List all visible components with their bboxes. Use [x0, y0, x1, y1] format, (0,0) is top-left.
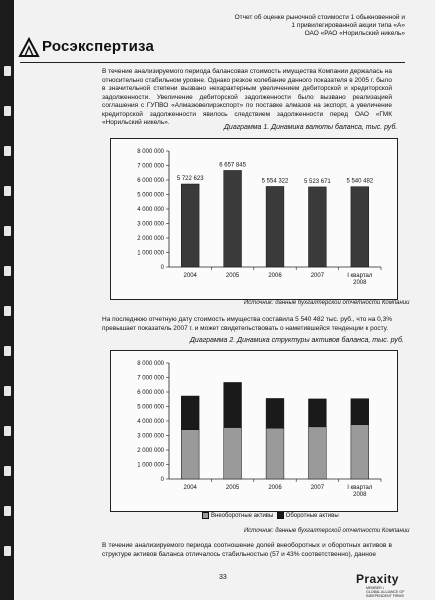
bar-segment-noncurrent — [266, 428, 284, 479]
y-tick-label: 8 000 000 — [137, 361, 164, 367]
y-tick-label: 6 000 000 — [137, 178, 164, 184]
x-tick-label: I квартал — [347, 273, 373, 279]
report-title-line: Отчет об оценке рыночной стоимости 1 обыкновенной и — [234, 14, 405, 21]
paragraph-balance: В течение анализируемого периода балансовая стоимость имущества Компании держалась на относительно стабильном уровне. Однако резкое колебание данного показателя в 2005 г. было в значительной степени вызвано нехарактерным увеличением дебиторской и кредиторской задолженности. Увеличение дебиторской задолженности было вызвано реализацией соглашения с ГУПВО «Алмазювелирэкспорт» по поставке алмазов на экспорт, а увеличение кредиторской задолженности явилось следствием задолженности перед ОАО «ГМК «Норильский никель». — [102, 68, 392, 126]
balance-bar-chart — [111, 139, 397, 299]
x-tick-label: 2007 — [310, 485, 325, 491]
praxity-tagline-line: GLOBAL ALLIANCE OF — [366, 590, 405, 594]
chart1-frame — [110, 138, 398, 300]
binder-strip — [0, 0, 14, 600]
legend-label-noncurrent: Внеоборотные активы — [211, 513, 274, 520]
bar-segment-current — [181, 396, 199, 430]
bar-segment-current — [308, 399, 326, 427]
bar — [266, 186, 284, 267]
y-tick-label: 3 000 000 — [137, 433, 164, 440]
bar-segment-noncurrent — [181, 430, 199, 479]
praxity-tagline — [366, 586, 404, 598]
binder-hole — [4, 386, 11, 396]
legend-swatch-current — [277, 512, 284, 519]
binder-hole — [4, 146, 11, 156]
bar — [224, 170, 242, 267]
bar — [308, 187, 326, 267]
binder-hole — [4, 306, 11, 316]
x-tick-label: 2008 — [353, 280, 367, 286]
report-title-line: 1 привилегированной акции типа «А» — [291, 22, 405, 29]
y-tick-label: 5 000 000 — [137, 404, 164, 411]
chart2-caption: Диаграмма 2. Динамика структуры активов баланса, тыс. руб. — [190, 337, 404, 344]
y-tick-label: 1 000 000 — [137, 250, 164, 257]
y-tick-label: 2 000 000 — [137, 236, 164, 242]
binder-hole — [4, 186, 11, 196]
chart2-source: Источник: данные бухгалтерской отчетности Компании — [244, 528, 410, 534]
binder-hole — [4, 546, 11, 556]
y-tick-label: 2 000 000 — [137, 448, 164, 454]
structure-stacked-chart — [111, 351, 397, 511]
page-number: 33 — [219, 574, 227, 581]
x-tick-label: 2006 — [268, 273, 282, 279]
x-tick-label: 2008 — [353, 492, 367, 498]
y-tick-label: 3 000 000 — [137, 221, 164, 228]
logo-text: Росэкспертиза — [42, 38, 155, 55]
y-tick-label: 5 000 000 — [137, 192, 164, 199]
y-tick-label: 0 — [160, 477, 164, 483]
praxity-brand: Praxity — [356, 572, 399, 586]
x-tick-label: 2006 — [268, 485, 282, 491]
bar-segment-current — [351, 399, 369, 425]
chart1-source: Источник: данные бухгалтерской отчетности Компании — [244, 300, 410, 306]
x-tick-label: 2004 — [183, 273, 197, 279]
paragraph-structure: В течение анализируемого периода соотношение долей внеоборотных и оборотных активов в структуре активов баланса отличалось стабильностью (57 и 43% соответственно), данное — [102, 542, 392, 558]
y-tick-label: 0 — [160, 265, 164, 271]
y-tick-label: 4 000 000 — [137, 207, 164, 213]
legend-swatch-noncurrent — [202, 512, 209, 519]
binder-hole — [4, 266, 11, 276]
bar-segment-noncurrent — [224, 428, 242, 479]
x-tick-label: 2004 — [183, 485, 197, 491]
chart2-legend — [202, 512, 339, 519]
binder-hole — [4, 466, 11, 476]
binder-hole — [4, 506, 11, 516]
binder-hole — [4, 226, 11, 236]
header-divider — [20, 62, 405, 63]
y-tick-label: 7 000 000 — [137, 163, 164, 170]
data-label: 5 540 482 — [346, 178, 374, 185]
praxity-logo — [356, 572, 426, 600]
bar — [351, 187, 369, 267]
praxity-tagline-line: MEMBER • — [366, 586, 385, 590]
page-header — [14, 0, 435, 62]
paragraph-last-date: На последнюю отчетную дату стоимость имущества составила 5 540 482 тыс. руб., что на 0,3% превышает показатель 2007 г. и может свидетельствовать о наметившейся тенденции к росту. — [102, 316, 392, 332]
binder-hole — [4, 426, 11, 436]
binder-hole — [4, 346, 11, 356]
x-tick-label: 2005 — [225, 273, 240, 279]
praxity-tagline-line: INDEPENDENT FIRMS — [366, 594, 404, 598]
data-label: 5 554 322 — [261, 178, 289, 185]
y-tick-label: 7 000 000 — [137, 375, 164, 382]
y-tick-label: 1 000 000 — [137, 462, 164, 469]
y-tick-label: 6 000 000 — [137, 390, 164, 396]
bar-segment-noncurrent — [351, 425, 369, 479]
chart2-frame — [110, 350, 398, 512]
document-page — [14, 0, 435, 600]
data-label: 6 657 845 — [219, 162, 246, 169]
y-tick-label: 8 000 000 — [137, 149, 164, 155]
report-title — [195, 14, 405, 38]
bar-segment-noncurrent — [308, 427, 326, 479]
binder-hole — [4, 66, 11, 76]
chart1-caption: Диаграмма 1. Динамика валюты баланса, тыс. руб. — [224, 124, 398, 131]
x-tick-label: 2007 — [310, 273, 325, 279]
binder-hole — [4, 106, 11, 116]
data-label: 5 722 623 — [176, 176, 204, 183]
x-tick-label: 2005 — [225, 485, 240, 491]
report-title-line: ОАО «РАО «Норильский никель» — [304, 30, 405, 37]
bar-segment-current — [266, 398, 284, 428]
rosexpertiza-logo-icon — [18, 36, 40, 58]
bar — [181, 184, 199, 267]
x-tick-label: I квартал — [347, 485, 373, 491]
data-label: 5 523 671 — [304, 178, 331, 185]
bar-segment-current — [224, 382, 242, 427]
y-tick-label: 4 000 000 — [137, 419, 164, 425]
legend-label-current: Оборотные активы — [285, 513, 339, 520]
